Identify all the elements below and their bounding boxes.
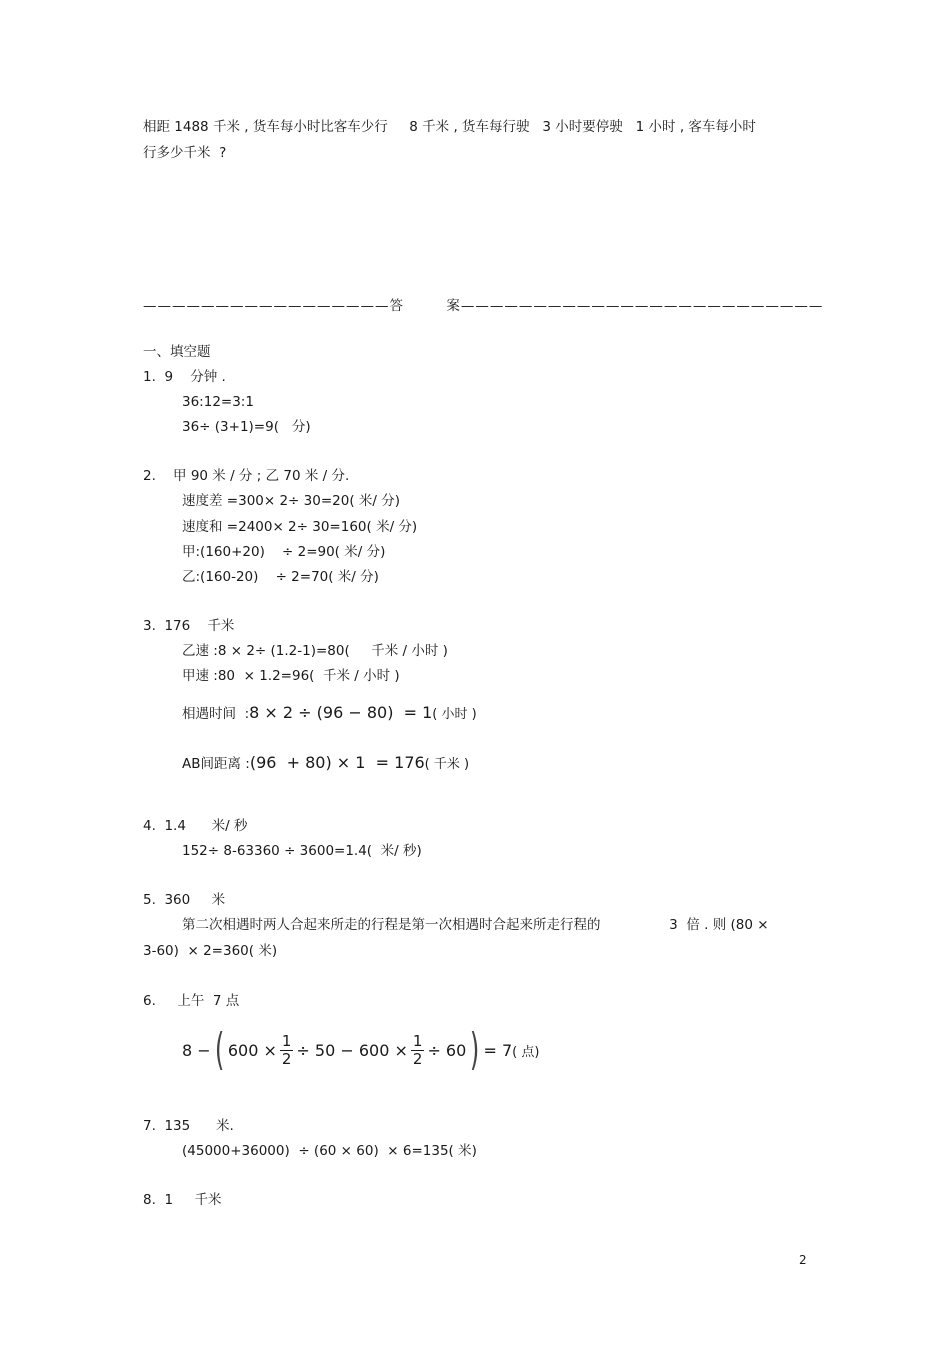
q6-formula-lead: 8 − bbox=[182, 1040, 211, 1060]
q3-ab-distance-label: AB间距离 : bbox=[182, 756, 250, 772]
q6-formula bbox=[182, 1024, 540, 1075]
q1-step-1: 36:12=3:1 bbox=[182, 394, 254, 410]
q6-fraction-2-denominator: 2 bbox=[412, 1049, 423, 1068]
q6-fraction-2 bbox=[411, 1033, 425, 1068]
q6-formula-result: = 7 bbox=[483, 1040, 513, 1060]
q4-step-1: 152÷ 8-63360 ÷ 3600=1.4( 米/ 秒) bbox=[182, 843, 422, 859]
q2-step-1: 速度差 =300× 2÷ 30=20( 米/ 分) bbox=[182, 493, 400, 509]
problem-line-1: 相距 1488 千米 , 货车每小时比客车少行 8 千米 , 货车每行驶 3 小时要停驶 1 小时 , 客车每小时 bbox=[143, 119, 756, 135]
q3-meeting-time-label: 相遇时间 : bbox=[182, 706, 250, 722]
section-title: 一、填空题 bbox=[143, 344, 211, 360]
q6-answer: 6. 上午 7 点 bbox=[143, 993, 240, 1009]
answer-divider: —————————————————答 案————————————————————————— bbox=[143, 298, 824, 314]
q3-ab-distance-expr: (96 + 80) × 1 = 176 bbox=[249, 752, 425, 772]
q7-step-1: (45000+36000) ÷ (60 × 60) × 6=135( 米) bbox=[182, 1143, 477, 1159]
q6-formula-unit: ( 点) bbox=[512, 1044, 540, 1060]
q2-step-3: 甲:(160+20) ÷ 2=90( 米/ 分) bbox=[182, 544, 386, 560]
q3-ab-distance-unit: ( 千米 ) bbox=[424, 756, 470, 772]
q6-fraction-1 bbox=[280, 1033, 294, 1068]
problem-line-2: 行多少千米 ? bbox=[143, 145, 227, 161]
q1-answer: 1. 9 分钟 . bbox=[143, 369, 226, 385]
q5-step-1: 第二次相遇时两人合起来所走的行程是第一次相遇时合起来所走行程的 3 倍 . 则 (80 × bbox=[182, 917, 769, 933]
page-number: 2 bbox=[799, 1253, 807, 1267]
q2-answer: 2. 甲 90 米 / 分 ; 乙 70 米 / 分. bbox=[143, 468, 350, 484]
q6-close-paren: ) bbox=[470, 1024, 480, 1075]
q3-answer: 3. 176 千米 bbox=[143, 618, 235, 634]
q6-formula-part-c: ÷ 60 bbox=[427, 1040, 467, 1060]
q6-fraction-1-denominator: 2 bbox=[281, 1049, 292, 1068]
q2-step-2: 速度和 =2400× 2÷ 30=160( 米/ 分) bbox=[182, 519, 418, 535]
q4-answer: 4. 1.4 米/ 秒 bbox=[143, 818, 248, 834]
q3-meeting-time bbox=[182, 702, 477, 722]
q3-meeting-time-expr: 8 × 2 ÷ (96 − 80) = 1 bbox=[249, 702, 433, 722]
q1-step-2: 36÷ (3+1)=9( 分) bbox=[182, 419, 311, 435]
q3-step-1: 乙速 :8 × 2÷ (1.2-1)=80( 千米 / 小时 ) bbox=[182, 643, 448, 659]
q6-formula-part-a: 600 × bbox=[227, 1040, 277, 1060]
q2-step-4: 乙:(160-20) ÷ 2=70( 米/ 分) bbox=[182, 569, 379, 585]
q3-step-2: 甲速 :80 × 1.2=96( 千米 / 小时 ) bbox=[182, 668, 400, 684]
q6-formula-part-b: ÷ 50 − 600 × bbox=[296, 1040, 408, 1060]
q6-open-paren: ( bbox=[214, 1024, 224, 1075]
q3-ab-distance bbox=[182, 752, 469, 772]
q5-step-2: 3-60) × 2=360( 米) bbox=[143, 943, 278, 959]
q6-fraction-2-numerator: 1 bbox=[412, 1031, 423, 1050]
q6-fraction-1-numerator: 1 bbox=[281, 1031, 292, 1050]
q7-answer: 7. 135 米. bbox=[143, 1118, 234, 1134]
q5-answer: 5. 360 米 bbox=[143, 892, 226, 908]
q3-meeting-time-unit: ( 小时 ) bbox=[432, 706, 477, 722]
q8-answer: 8. 1 千米 bbox=[143, 1192, 222, 1208]
